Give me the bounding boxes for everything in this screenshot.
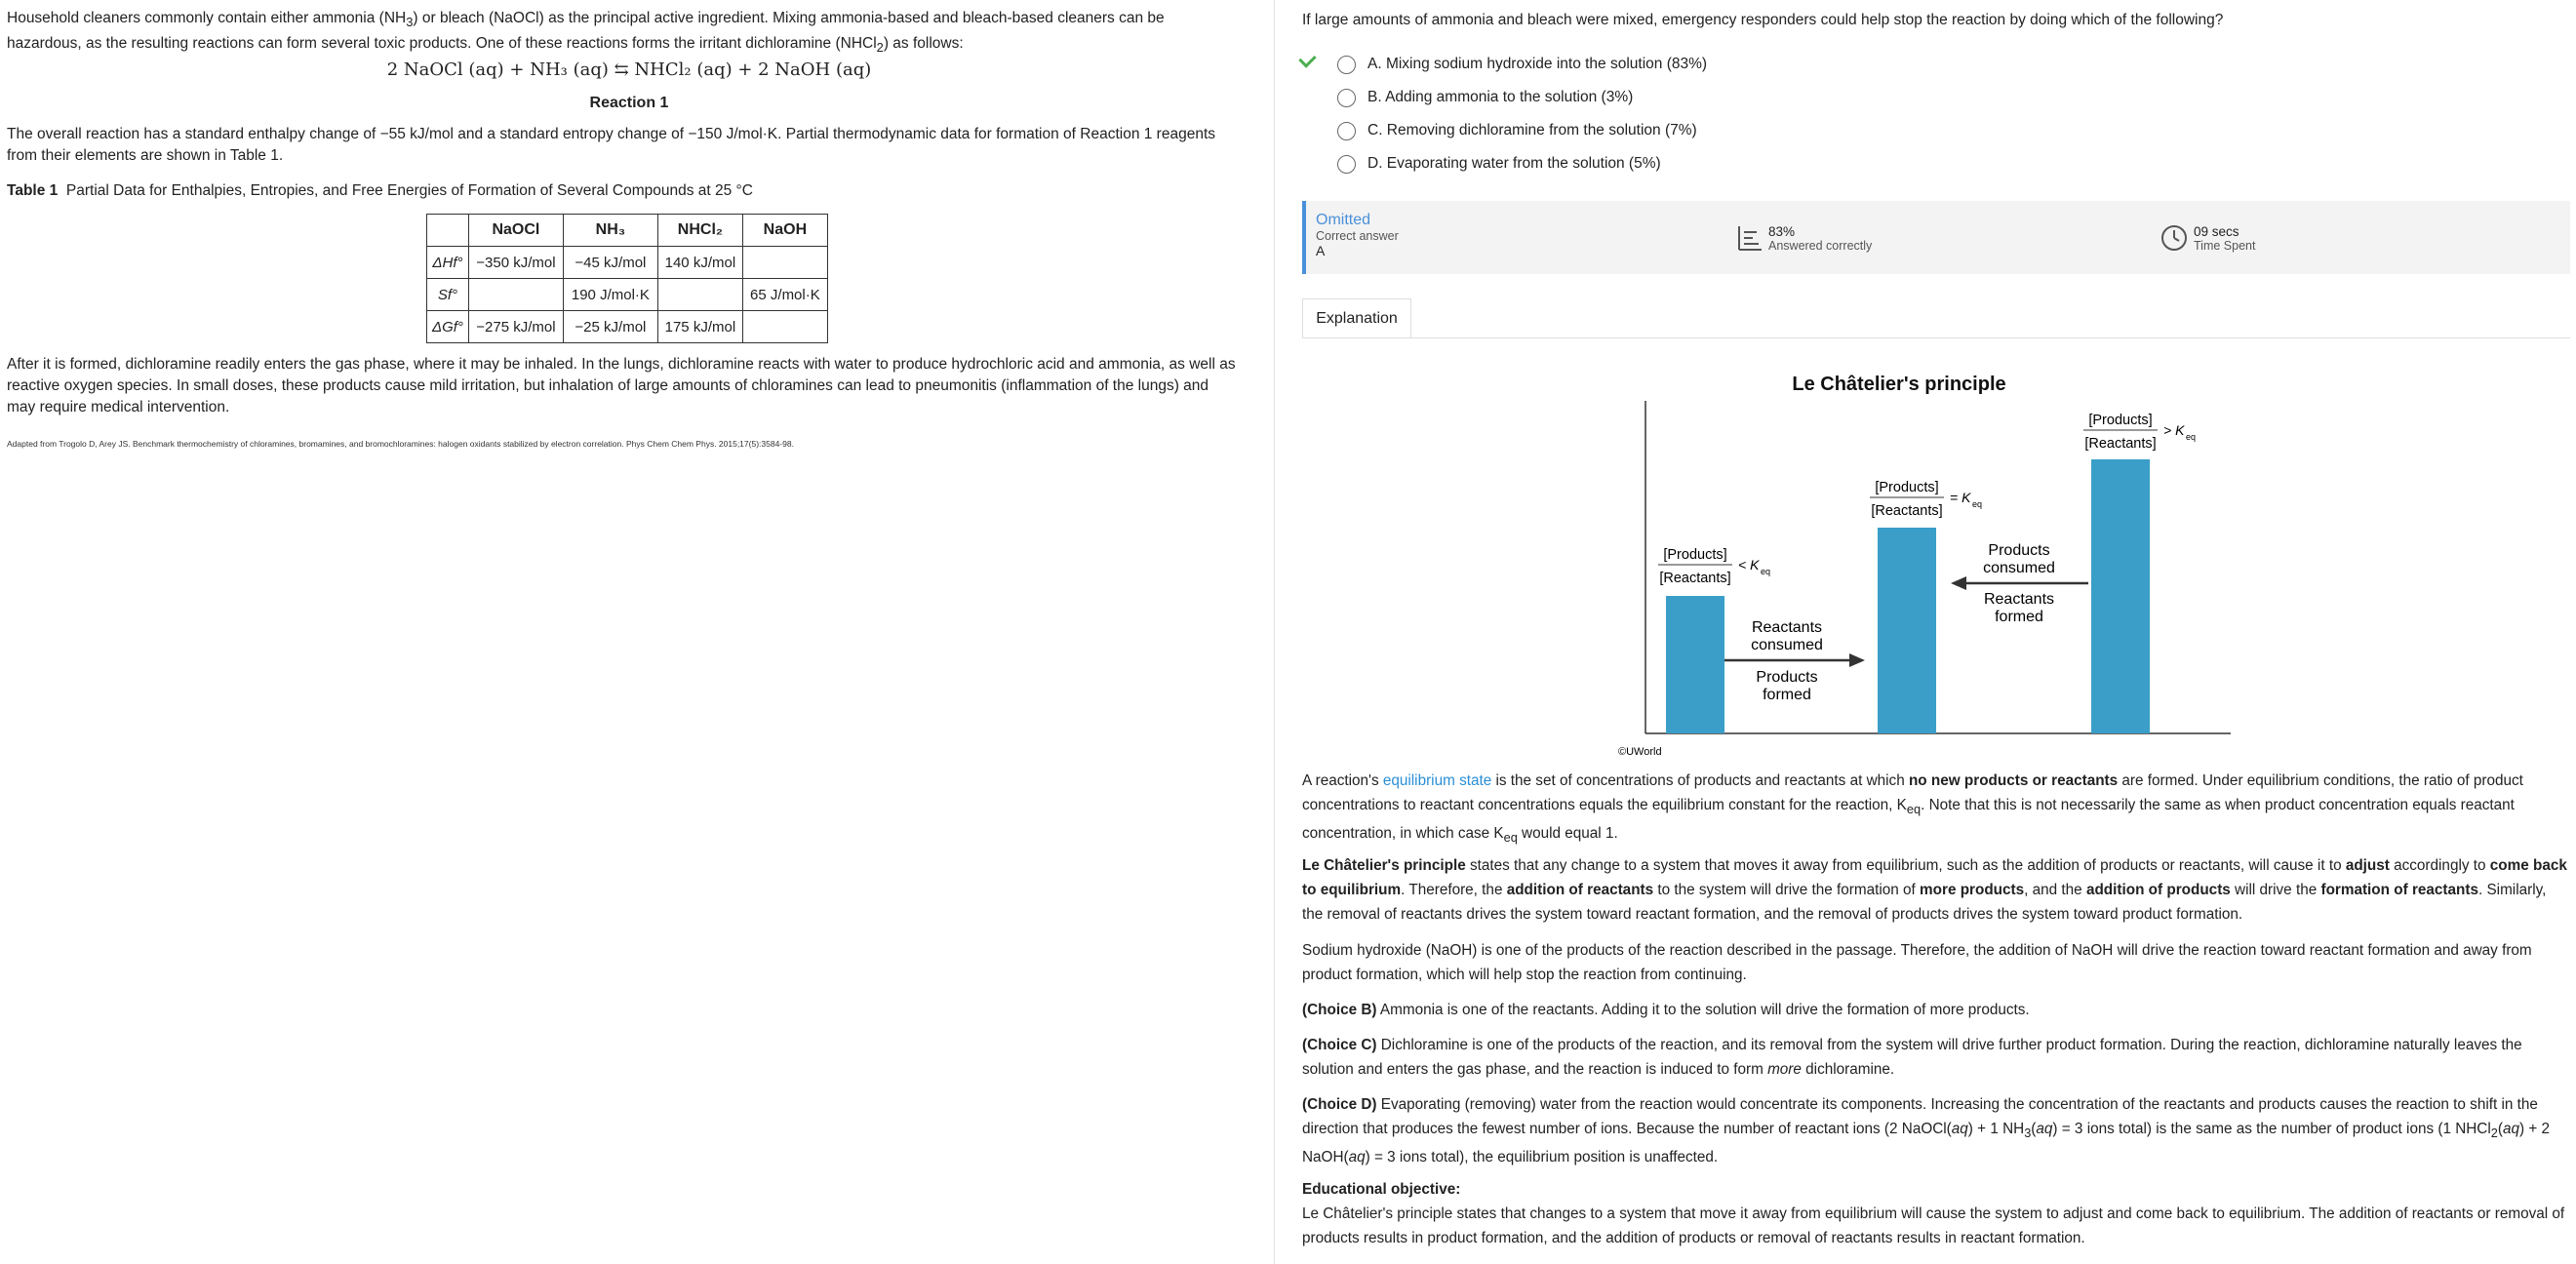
citation: Adapted from Trogolo D, Arey JS. Benchmark thermochemistry of chloramines, bromamines, and bromochloramines: halogen oxidants stabilized by electron correlation. Phys Chem Chem Phys. 2015;17(5):3584-98. <box>7 439 794 449</box>
correct-answer-value: A <box>1316 243 1326 258</box>
status-block <box>1316 212 1399 258</box>
table-header-cell <box>427 215 469 247</box>
percent-correct: 83% <box>1768 224 1796 239</box>
radio-circle-icon[interactable] <box>1337 56 1356 74</box>
reaction-label: Reaction 1 <box>589 95 669 111</box>
ratio-label-equal <box>1870 480 1982 519</box>
copyright: ©UWorld <box>1618 746 1662 758</box>
question-stem: If large amounts of ammonia and bleach were mixed, emergency responders could help stop the reaction by doing which of the following? <box>1302 12 2224 28</box>
explanation-paragraph-1: A reaction's equilibrium state is the set of concentrations of products and reactants at which no new products or reactants are formed. Under equilibrium conditions, the ratio of product concentrations to reactant concentrations equals the equilibrium constant for the reaction, $K_{eq}$. Note that this is not necessarily the same as when product concentration equals reactant concentration, in which case $K_{eq}$ would equal 1. <box>1302 772 2523 846</box>
le-chatelier-figure <box>1609 361 2234 763</box>
status-text: Omitted <box>1316 212 1371 228</box>
answer-option-b[interactable] <box>1302 84 1633 111</box>
explanation-paragraph-3: Sodium hydroxide (NaOH) is one of the products of the reaction described in the passage. Therefore, the addition of NaOH will drive the reaction toward reactant formation and away from product formation, which will help stop the reaction from continuing. <box>1302 942 2532 983</box>
passage-paragraph-2: The overall reaction has a standard enthalpy change of −55 kJ/mol and a standard entropy change of −150 J/mol·K. Partial thermodynamic data for formation of Reaction 1 reagents from their elements are shown in Table 1. <box>7 126 1216 164</box>
passage-intro: Household cleaners commonly contain either ammonia $(NH_3)$ or bleach (NaOCl) as the principal active ingredient. Mixing ammonia-based and bleach-based cleaners can be hazardous, as the resulting reactions can form several toxic products. One of these reactions forms the irritant dichloramine (NHCl$_2$) as follows: <box>7 10 1165 56</box>
svg-text:Products: Products <box>1756 669 1818 686</box>
svg-text:[Reactants]: [Reactants] <box>2084 436 2157 452</box>
svg-text:> K: > K <box>2163 422 2185 438</box>
svg-text:[Reactants]: [Reactants] <box>1871 503 1943 519</box>
table-cell: −275 kJ/mol <box>468 311 563 343</box>
table-cell: 140 kJ/mol <box>657 247 742 279</box>
percent-block <box>1768 224 1872 253</box>
svg-text:consumed: consumed <box>1983 560 2055 576</box>
table-caption: Table 1 Partial Data for Enthalpies, Entropies, and Free Energies of Formation of Several Compounds at 25 °C <box>7 182 753 199</box>
forward-shift-arrow <box>1724 619 1865 703</box>
svg-text:Products: Products <box>1988 542 2050 559</box>
svg-text:[Products]: [Products] <box>1663 547 1727 563</box>
bar-above-keq <box>2091 459 2150 733</box>
tab-divider <box>1302 337 2570 338</box>
arrow-right-icon <box>1849 653 1865 667</box>
reverse-shift-arrow <box>1951 542 2088 625</box>
table-header-cell: NHCl₂ <box>657 215 742 247</box>
table-cell <box>657 279 742 311</box>
table-cell: 190 J/mol·K <box>563 279 657 311</box>
bar-chart-icon <box>1737 224 1763 252</box>
table-header-cell: NaOH <box>742 215 827 247</box>
choice-b-explanation: (Choice B) Ammonia is one of the reactants. Adding it to the solution will drive the formation of more products. <box>1302 1002 2030 1018</box>
table-cell: ΔHf° <box>427 247 469 279</box>
ratio-label-greater <box>2083 413 2196 452</box>
table-row <box>427 311 828 343</box>
percent-label: Answered correctly <box>1768 239 1873 253</box>
tab-explanation[interactable]: Explanation <box>1302 298 1411 338</box>
svg-text:eq: eq <box>2186 432 2197 442</box>
svg-text:eq: eq <box>1761 567 1771 576</box>
explanation-paragraph-2: Le Châtelier's principle states that any change to a system that moves it away from equilibrium, such as the addition of products or reactants, will cause it to adjust accordingly to come back to equilibrium. Therefore, the addition of reactants to the system will drive the formation of more products, and the addition of products will drive the formation of reactants. Similarly, the removal of reactants drives the system toward reactant formation, and the removal of products drives the system toward product formation. <box>1302 857 2567 923</box>
table-cell <box>742 311 827 343</box>
figure-title: Le Châtelier's principle <box>1792 374 2006 395</box>
option-label: B. Adding ammonia to the solution (3%) <box>1367 89 1634 105</box>
svg-text:< K: < K <box>1738 557 1760 573</box>
time-block <box>2194 224 2255 253</box>
table-cell: −350 kJ/mol <box>468 247 563 279</box>
radio-circle-icon[interactable] <box>1337 89 1356 107</box>
question-pane <box>1278 0 2576 1264</box>
clock-icon <box>2160 224 2188 252</box>
choice-d-explanation: (Choice D) Evaporating (removing) water from the reaction would concentrate its components. Increasing the concentration of the reactants and products causes the reaction to shift in the direction that produces the fewest number of ions. Because the number of reactant ions (2 NaOCl(aq) + 1 $NH_3(aq) = 3$ ions total) is the same as the number of product ions (1 NHCl$_2$(aq) + 2 NaOH(aq) = 3 ions total), the equilibrium position is unaffected. <box>1302 1096 2551 1166</box>
educational-objective-text: Le Châtelier's principle states that changes to a system that move it away from equilibrium will cause the system to adjust and come back to equilibrium. The addition of reactants or removal of products results in product formation, and the addition of products or removal of reactants results in reactant formation. <box>1302 1205 2565 1246</box>
svg-text:Reactants: Reactants <box>1983 591 2055 608</box>
table-cell: Sf° <box>427 279 469 311</box>
arrow-left-icon <box>1951 576 1966 590</box>
table-row <box>427 279 828 311</box>
table-cell: −45 kJ/mol <box>563 247 657 279</box>
svg-text:formed: formed <box>1763 687 1811 703</box>
svg-text:[Products]: [Products] <box>1875 480 1939 495</box>
table-cell <box>742 247 827 279</box>
passage-pane <box>0 0 1275 1264</box>
educational-objective-title: Educational objective: <box>1302 1181 1461 1198</box>
choice-c-explanation: (Choice C) Dichloramine is one of the products of the reaction, and its removal from the system will drive further product formation. During the reaction, dichloramine naturally leaves the solution and enters the gas phase, and the reaction is induced to form more dichloramine. <box>1302 1037 2522 1078</box>
table-cell <box>468 279 563 311</box>
thermo-data-table <box>426 214 828 343</box>
svg-text:[Products]: [Products] <box>2088 413 2153 428</box>
svg-text:[Reactants]: [Reactants] <box>1659 571 1731 586</box>
table-cell: 175 kJ/mol <box>657 311 742 343</box>
table-row <box>427 247 828 279</box>
radio-circle-icon[interactable] <box>1337 155 1356 174</box>
table-cell: 65 J/mol·K <box>742 279 827 311</box>
answer-option-a[interactable] <box>1302 51 1707 78</box>
svg-text:consumed: consumed <box>1751 637 1823 653</box>
svg-text:= K: = K <box>1950 490 1971 505</box>
result-stats-bar <box>1302 201 2570 274</box>
option-label: A. Mixing sodium hydroxide into the solution (83%) <box>1367 56 1708 72</box>
answer-option-c[interactable] <box>1302 117 1697 144</box>
table-header-row <box>427 215 828 247</box>
table-header-cell: NH₃ <box>563 215 657 247</box>
equilibrium-state-link[interactable]: equilibrium state <box>1382 772 1492 789</box>
passage-paragraph-3: After it is formed, dichloramine readily enters the gas phase, where it may be inhaled. In the lungs, dichloramine reacts with water to produce hydrochloric acid and ammonia, as well as reactive oxygen species. In small doses, these products cause mild irritation, but inhalation of large amounts of chloramines can lead to pneumonitis (inflammation of the lungs) and may require medical intervention. <box>7 356 1236 415</box>
correct-answer-label: Correct answer <box>1316 229 1399 243</box>
bar-below-keq <box>1666 596 1724 733</box>
table-header-cell: NaOCl <box>468 215 563 247</box>
option-label: C. Removing dichloramine from the solution (7%) <box>1367 122 1697 138</box>
table-cell: −25 kJ/mol <box>563 311 657 343</box>
radio-circle-icon[interactable] <box>1337 122 1356 140</box>
svg-text:eq: eq <box>1972 499 1983 509</box>
status-accent-bar <box>1302 201 1306 274</box>
time-label: Time Spent <box>2194 239 2256 253</box>
ratio-label-less <box>1658 547 1770 586</box>
table-cell: ΔGf° <box>427 311 469 343</box>
bar-at-keq <box>1878 528 1936 733</box>
reaction-equation: 2 NaOCl (aq) + NH₃ (aq) ⇆ NHCl₂ (aq) + 2 NaOH (aq) <box>386 59 872 80</box>
option-label: D. Evaporating water from the solution (5%) <box>1367 155 1661 172</box>
answer-option-d[interactable] <box>1302 150 1661 178</box>
svg-text:formed: formed <box>1995 609 2043 625</box>
time-spent: 09 secs <box>2194 224 2239 239</box>
svg-text:Reactants: Reactants <box>1751 619 1823 636</box>
